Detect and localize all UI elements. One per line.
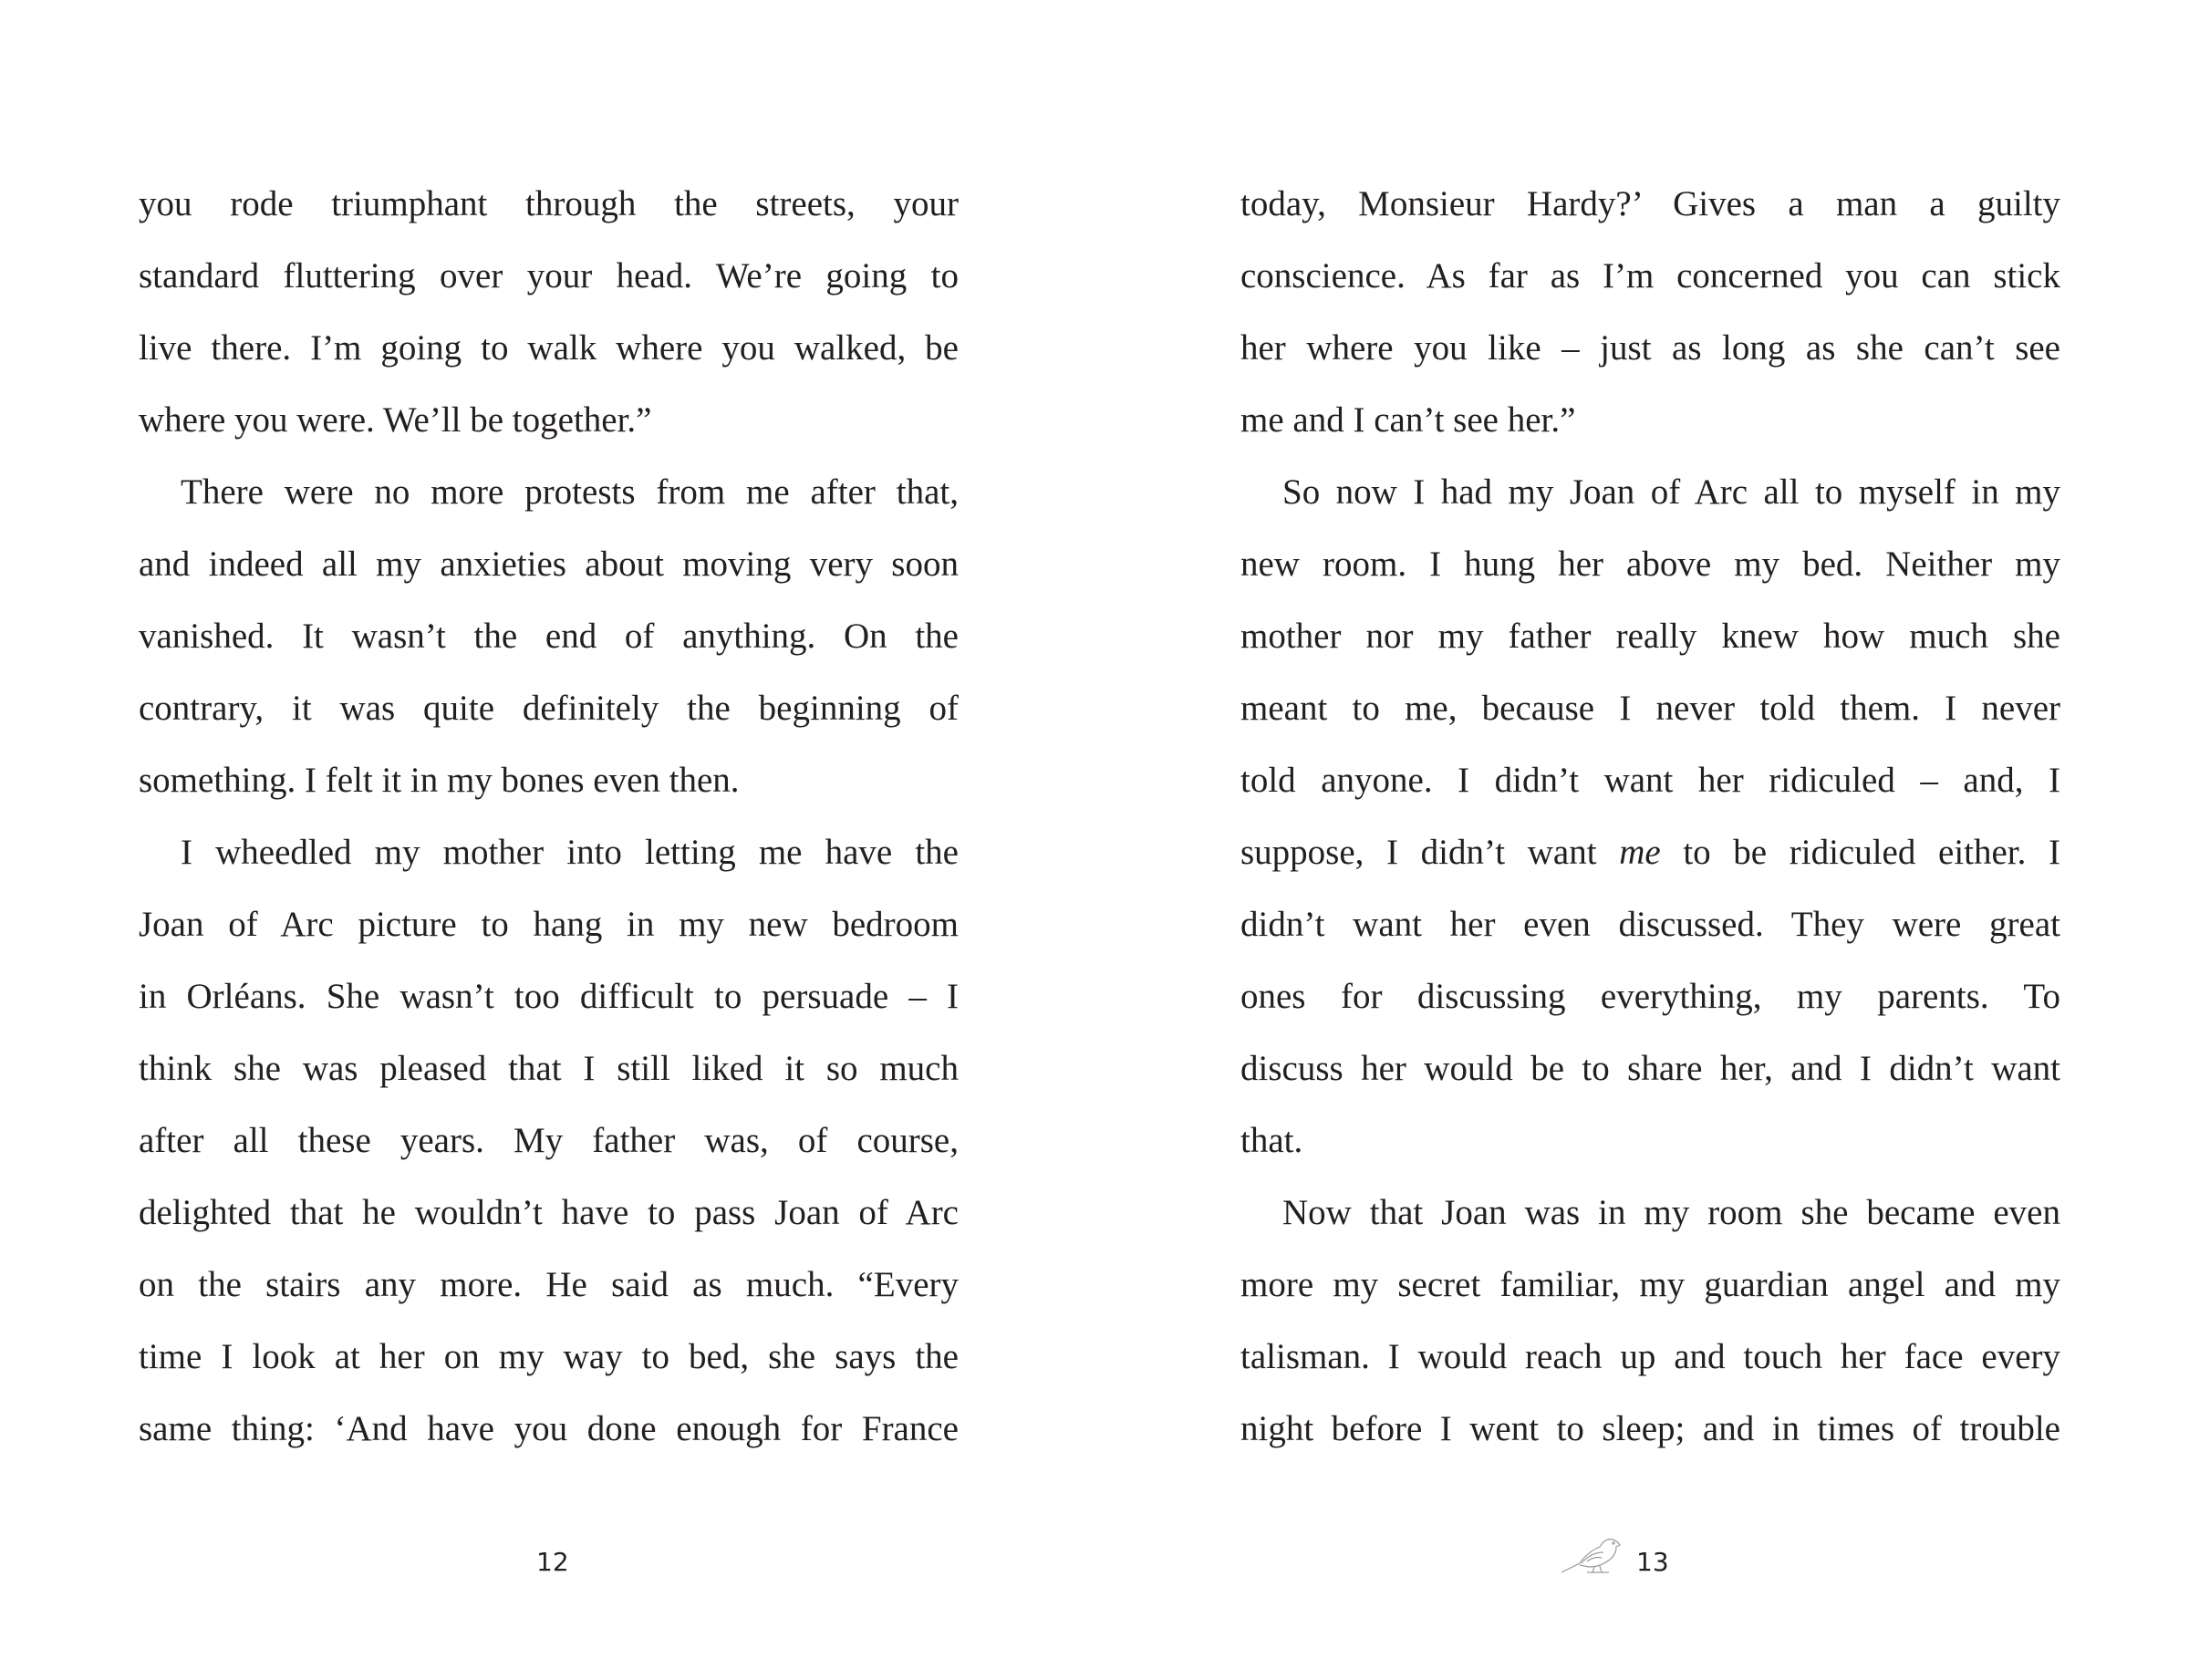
text-line (1240, 528, 2060, 600)
line-text: after all these years. My father was, of course, (139, 1121, 959, 1160)
text-line (1240, 744, 2060, 816)
text-line (139, 168, 959, 240)
line-text: mother nor my father really knew how much she (1240, 617, 2060, 656)
line-text: ones for discussing everything, my parents. To (1240, 977, 2060, 1016)
left-page (0, 0, 1094, 1680)
line-text: to be ridiculed either. I (1660, 833, 2061, 872)
line-text: Joan of Arc picture to hang in my new bedroom (139, 905, 959, 944)
line-text: meant to me, because I never told them. I never (1240, 689, 2060, 728)
line-text: where you were. We’ll be together.” (139, 400, 652, 440)
line-text: same thing: ‘And have you done enough for France (139, 1409, 959, 1448)
line-text: discuss her would be to share her, and I didn’t want (1240, 1049, 2060, 1088)
line-text: think she was pleased that I still liked it so much (139, 1049, 959, 1088)
text-line (139, 888, 959, 960)
text-line (139, 312, 959, 384)
text-line (139, 816, 959, 888)
right-page (1094, 0, 2189, 1680)
line-text: talisman. I would reach up and touch her face every (1240, 1337, 2060, 1376)
text-line (1240, 960, 2060, 1032)
line-text: something. I felt it in my bones even then. (139, 761, 740, 800)
text-line (139, 1032, 959, 1104)
line-text: me and I can’t see her.” (1240, 400, 1576, 440)
line-text: suppose, I didn’t want (1240, 833, 1620, 872)
line-text: you rode triumphant through the streets, your (139, 184, 959, 223)
text-line (139, 1104, 959, 1177)
line-text: in Orléans. She wasn’t too difficult to persuade – I (139, 977, 959, 1016)
text-line (1240, 600, 2060, 672)
text-line (1240, 672, 2060, 744)
line-text: contrary, it was quite definitely the beginning of (139, 689, 959, 728)
text-line (1240, 1177, 2060, 1249)
text-line (139, 600, 959, 672)
text-line (1240, 240, 2060, 312)
line-text: So now I had my Joan of Arc all to myself in my (1282, 472, 2060, 512)
text-line (139, 1177, 959, 1249)
page-number: 13 (1636, 1547, 1669, 1577)
sparrow-icon (1560, 1532, 1624, 1576)
line-text: Now that Joan was in my room she became even (1282, 1193, 2060, 1232)
text-line (1240, 1321, 2060, 1393)
line-text: There were no more protests from me after that, (181, 472, 959, 512)
line-text: more my secret familiar, my guardian angel and my (1240, 1265, 2060, 1304)
text-line (139, 744, 959, 816)
text-line (139, 528, 959, 600)
text-line (1240, 456, 2060, 528)
line-text: conscience. As far as I’m concerned you can stick (1240, 256, 2060, 296)
text-line (1240, 1249, 2060, 1321)
text-line (1240, 816, 2060, 888)
text-line (139, 1249, 959, 1321)
line-text: vanished. It wasn’t the end of anything. On the (139, 617, 959, 656)
text-line (139, 456, 959, 528)
text-line (139, 240, 959, 312)
text-line (1240, 1032, 2060, 1104)
text-line (139, 1393, 959, 1465)
line-text: today, Monsieur Hardy?’ Gives a man a guilty (1240, 184, 2060, 223)
text-line (139, 384, 959, 456)
text-line (1240, 384, 2060, 456)
line-text: standard fluttering over your head. We’re going to (139, 256, 959, 296)
text-line (139, 672, 959, 744)
line-text: told anyone. I didn’t want her ridiculed – and, I (1240, 761, 2060, 800)
line-text: live there. I’m going to walk where you walked, be (139, 328, 959, 368)
right-page-text (1240, 168, 2060, 1465)
line-text: that. (1240, 1121, 1303, 1160)
line-text: time I look at her on my way to bed, she says the (139, 1337, 959, 1376)
left-page-text (139, 168, 959, 1465)
text-line (1240, 312, 2060, 384)
line-text: new room. I hung her above my bed. Neither my (1240, 544, 2060, 584)
line-text: delighted that he wouldn’t have to pass Joan of Arc (139, 1193, 959, 1232)
line-text: I wheedled my mother into letting me have the (181, 833, 959, 872)
text-line (139, 1321, 959, 1393)
text-line (139, 960, 959, 1032)
line-text: and indeed all my anxieties about moving very soon (139, 544, 959, 584)
line-text: her where you like – just as long as she can’t see (1240, 328, 2060, 368)
text-line (1240, 1104, 2060, 1177)
line-text: on the stairs any more. He said as much. “Every (139, 1265, 959, 1304)
italic-text: me (1619, 833, 1661, 872)
text-line (1240, 1393, 2060, 1465)
text-line (1240, 888, 2060, 960)
page-number: 12 (536, 1547, 569, 1577)
line-text: didn’t want her even discussed. They were great (1240, 905, 2060, 944)
text-line (1240, 168, 2060, 240)
line-text: night before I went to sleep; and in times of trouble (1240, 1409, 2060, 1448)
